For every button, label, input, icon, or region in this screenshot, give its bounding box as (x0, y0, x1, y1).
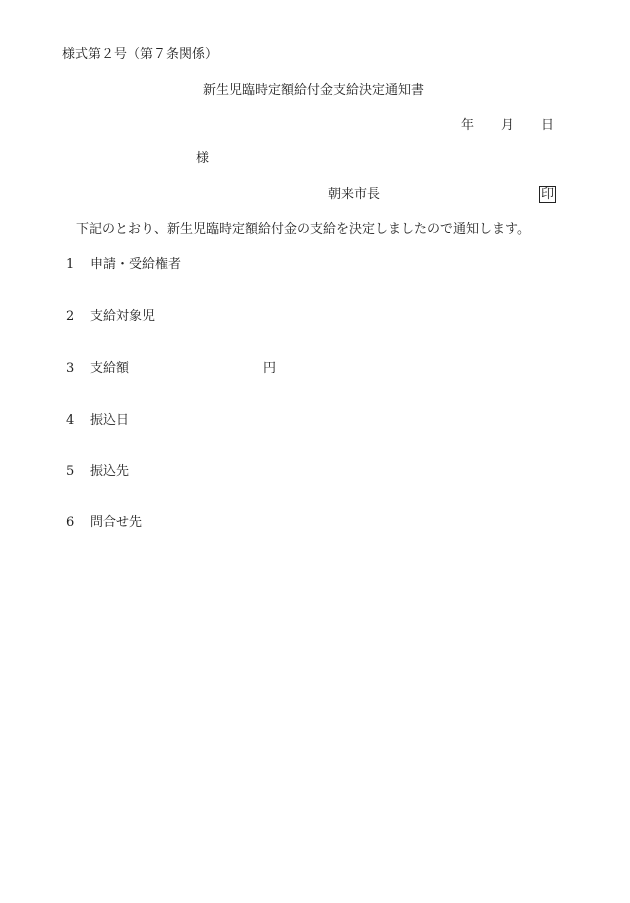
issuer-seal (539, 186, 556, 203)
item-number: 5 (66, 464, 75, 479)
date-month: 月 (501, 118, 515, 133)
intro-text: 下記のとおり、新生児臨時定額給付金の支給を決定しましたので通知します。 (76, 222, 530, 237)
item-label: 問合せ先 (90, 515, 143, 530)
document-title: 新生児臨時定額給付金支給決定通知書 (203, 83, 425, 98)
item-label: 支給額 (90, 361, 130, 376)
addressee-suffix: 様 (196, 151, 210, 166)
seal-mark: 印 (541, 187, 555, 202)
item-number: 6 (66, 515, 75, 530)
item-label: 振込日 (90, 413, 130, 428)
issuer-name: 朝来市長 (328, 187, 381, 202)
amount-unit: 円 (263, 361, 277, 376)
item-number: 2 (66, 309, 75, 324)
date-year: 年 (461, 118, 475, 133)
item-label: 支給対象児 (90, 309, 156, 324)
form-number: 様式第２号（第７条関係） (62, 47, 219, 62)
item-number: 3 (66, 361, 75, 376)
item-number: 4 (66, 413, 75, 428)
item-label: 振込先 (90, 464, 130, 479)
item-label: 申請・受給権者 (90, 257, 182, 272)
item-number: 1 (66, 257, 75, 272)
date-day: 日 (541, 118, 555, 133)
